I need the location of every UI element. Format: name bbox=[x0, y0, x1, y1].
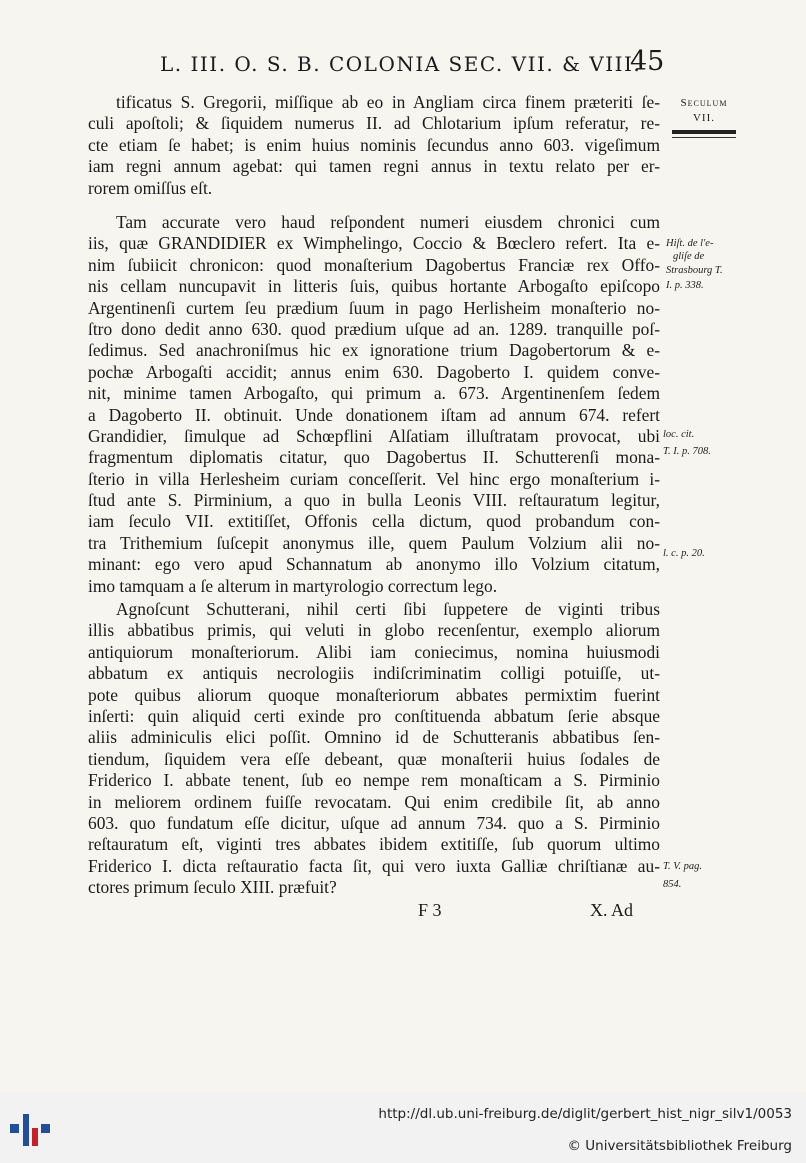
text-line: 603. quo fundatum eſſe dicitur, uſque ad annum 734. quo a S. Pirminio bbox=[88, 812, 660, 833]
text-line: pote quibus aliorum quoque monaſteriorum abbates permixtim fuerint bbox=[88, 684, 660, 705]
text-line: Argentinenſi curtem ſeu prædium ſuum in pago Herlisheim monaſterio no- bbox=[88, 297, 660, 318]
paragraph-2 bbox=[88, 212, 660, 597]
text-line: nit, minime tamen Arbogaſto, qui primum a. 673. Argentinenſem ſedem bbox=[88, 383, 660, 404]
seculum-rule-thin bbox=[672, 137, 736, 138]
text-line: ſtud ante S. Pirminium, a quo in bulla Leonis VIII. reſtauratum legitur, bbox=[88, 490, 660, 511]
text-line: a Dagoberto II. obtinuit. Unde donationem iſtam ad annum 674. refert bbox=[88, 404, 660, 425]
running-title: L. III. O. S. B. COLONIA SEC. VII. & VIII. bbox=[160, 52, 642, 76]
text-line: iis, quæ GRANDIDIER ex Wimphelingo, Coccio & Bœclero refert. Ita e- bbox=[88, 233, 660, 254]
text-line: aliis adminiculis elici poſſit. Omnino id de Schutteranis abbatibus ſen- bbox=[88, 727, 660, 748]
text-line: ſtro dono dedit anno 630. quod prædium uſque ad an. 1289. tranquille poſ- bbox=[88, 318, 660, 339]
text-line: iam regni annum agebat: qui tamen regni annus in textu relato per er- bbox=[88, 156, 660, 177]
margin-note: Hiſt. de l'e- bbox=[666, 238, 714, 249]
signature-mark: F 3 bbox=[418, 900, 442, 920]
catchword: X. Ad bbox=[590, 900, 634, 920]
text-line: ſedimus. Sed anachroniſmus hic ex ignoratione trium Dagobertorum & e- bbox=[88, 340, 660, 361]
margin-note: loc. cit. bbox=[663, 429, 695, 440]
copyright-notice: © Universitätsbibliothek Freiburg bbox=[567, 1138, 792, 1154]
text-line: imo tamquam a ſe alterum in martyrologio correctum lego. bbox=[88, 575, 498, 596]
text-line: ſterio in villa Herlesheim curiam conceſſerit. Vel hinc ergo monaſterium i- bbox=[88, 468, 660, 489]
text-line: nis cellam nuncupavit in litteris ſuis, quibus hortante Arbogaſto epiſcopo bbox=[88, 276, 660, 297]
text-line: Grandidier, ſimulque ad Schœpflini Alſatiam illuſtratam provocat, ubi bbox=[88, 425, 660, 446]
margin-note: l. c. p. 20. bbox=[663, 548, 705, 559]
text-line: tiendum, ſiquidem vera eſſe debeant, quæ monaſterii huius ſodales de bbox=[88, 748, 660, 769]
margin-note: gliſe de bbox=[673, 251, 705, 262]
text-line: illis abbatibus primis, qui veluti in globo recenſentur, exemplo aliorum bbox=[88, 620, 660, 641]
margin-note: 854. bbox=[663, 879, 682, 890]
text-line: reſtauratum eſt, viginti tres abbates ibidem extitiſſe, ſub quorum ultimo bbox=[88, 834, 660, 855]
seculum-label: Seculum bbox=[680, 97, 728, 109]
text-line: minant: ego vero apud Schannatum ab anonymo illo Volzium citatum, bbox=[88, 554, 660, 575]
permalink-url[interactable]: http://dl.ub.uni-freiburg.de/diglit/gerbert_hist_nigr_silv1/0053 bbox=[378, 1106, 792, 1122]
margin-seculum bbox=[672, 96, 736, 138]
margin-note: T. I. p. 708. bbox=[663, 446, 711, 457]
text-line: ctores primum ſeculo XIII. præfuit? bbox=[88, 877, 337, 898]
text-line: Friderico I. abbate tenent, ſub eo nempe rem monaſticam a S. Pirminio bbox=[88, 770, 660, 791]
text-line: abbatum ex antiquis necrologiis indiſcriminatim colligi potuiſſe, ut- bbox=[88, 663, 660, 684]
margin-note: I. p. 338. bbox=[666, 280, 704, 291]
text-line: rorem omiſſus eſt. bbox=[88, 177, 213, 198]
text-line: Agnoſcunt Schutterani, nihil certi ſibi ſuppetere de viginti tribus bbox=[116, 599, 660, 619]
text-line: cte etiam ſe habet; is enim huius nominis ſecundus anno 603. vigeſimum bbox=[88, 134, 660, 155]
seculum-number: VII. bbox=[692, 112, 716, 124]
margin-note: T. V. pag. bbox=[663, 861, 702, 872]
text-line: inſerti: quin aliquid certi exinde pro conſtituenda abbatum ſerie absque bbox=[88, 705, 660, 726]
text-line: tra Trithemium ſuſcepit anonymus ille, quem Paulum Volzium alii no- bbox=[88, 532, 660, 553]
text-line: fragmentum diplomatis citatur, quo Dagobertus II. Schutterenſi mona- bbox=[88, 447, 660, 468]
text-line: tificatus S. Gregorii, miſſique ab eo in Angliam circa finem præteriti ſe- bbox=[116, 92, 660, 112]
text-line: culi apoſtoli; & ſiquidem numerus II. ad Chlotarium ipſum referatur, re- bbox=[88, 113, 660, 134]
text-line: Tam accurate vero haud reſpondent numeri eiusdem chronici cum bbox=[116, 212, 660, 232]
library-logo-icon bbox=[10, 1110, 50, 1150]
text-line: iam ſeculo VII. extitiſſet, Offonis cella dictum, quod probandum con- bbox=[88, 511, 660, 532]
seculum-rule bbox=[672, 130, 736, 134]
paragraph-3 bbox=[88, 599, 660, 898]
text-line: antiquiorum monaſteriorum. Alibi iam coniecimus, nomina huiusmodi bbox=[88, 641, 660, 662]
page-number: 45 bbox=[630, 46, 665, 77]
text-line: nim ſubiicit chronicon: quod monaſterium Dagobertus Franciæ rex Offo- bbox=[88, 254, 660, 275]
paragraph-1 bbox=[88, 92, 660, 199]
text-line: in meliorem ordinem fuiſſe revocatam. Qui enim credibile ſit, ab anno bbox=[88, 791, 660, 812]
viewer-footer-bar bbox=[0, 1092, 806, 1163]
text-line: pochæ Arbogaſti accidit; annus enim 630. Dagoberto I. quidem conve- bbox=[88, 361, 660, 382]
text-line: Friderico I. dicta reſtauratio facta ſit, qui vero iuxta Galliæ chriſtianæ au- bbox=[88, 855, 660, 876]
margin-note: Strasbourg T. bbox=[666, 265, 723, 276]
running-header bbox=[160, 46, 665, 77]
